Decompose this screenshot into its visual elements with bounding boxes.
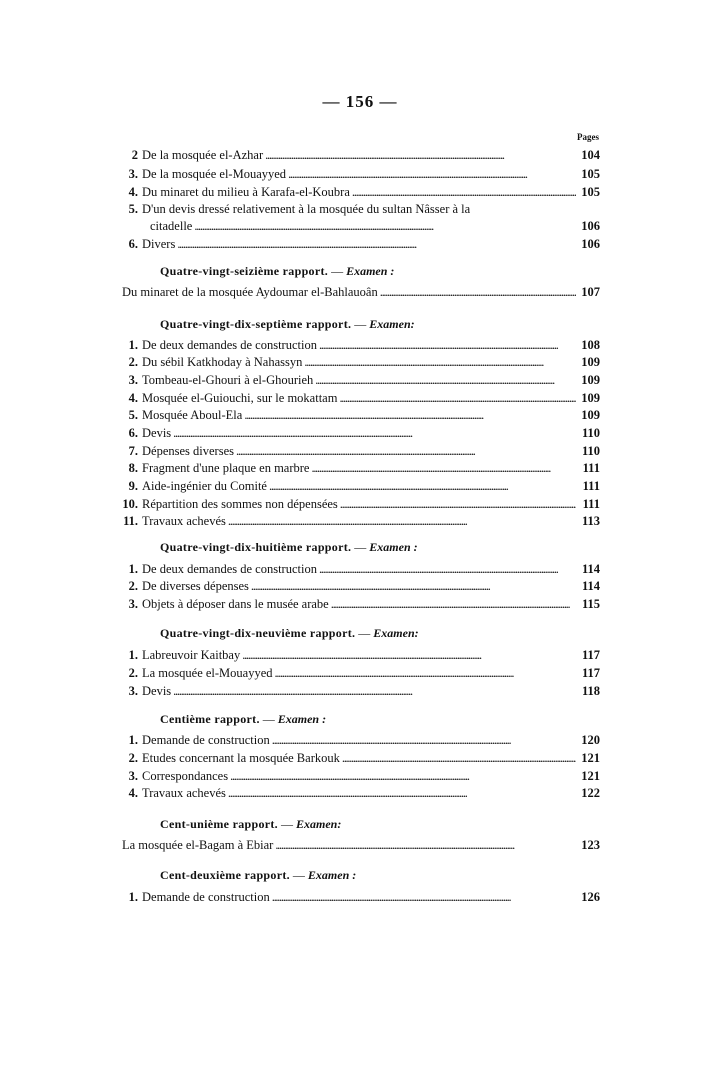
entry-number: 6. bbox=[128, 426, 138, 440]
entry-number: 1. bbox=[128, 562, 138, 576]
entry-number: 4. bbox=[128, 786, 138, 800]
dot-leader bbox=[272, 731, 576, 749]
dot-leader bbox=[272, 888, 576, 906]
entry-number: 1. bbox=[128, 648, 138, 662]
entry-title: Travaux achevés bbox=[142, 514, 226, 528]
toc-entry bbox=[110, 477, 600, 495]
dot-leader bbox=[173, 424, 576, 442]
heading-examen: Examen : bbox=[369, 540, 418, 554]
entry-page: 114 bbox=[581, 579, 600, 593]
entry-number: 2. bbox=[128, 751, 138, 765]
entry-number: 8. bbox=[128, 461, 138, 475]
dot-leader bbox=[228, 512, 576, 530]
report-heading bbox=[160, 866, 356, 884]
dot-leader bbox=[230, 767, 576, 785]
dot-leader bbox=[352, 183, 576, 201]
toc-entry bbox=[110, 353, 600, 371]
entry-page: 111 bbox=[582, 497, 600, 511]
toc-entry bbox=[110, 459, 600, 477]
entry-number: 4. bbox=[128, 391, 138, 405]
entry-page: 126 bbox=[581, 890, 600, 904]
entry-title: De la mosquée el-Azhar bbox=[142, 148, 264, 162]
entry-page: 106 bbox=[581, 219, 600, 233]
entry-page: 122 bbox=[581, 786, 600, 800]
toc-entry bbox=[110, 888, 600, 906]
entry-number: 3. bbox=[128, 597, 138, 611]
entry-title: De deux demandes de construction bbox=[142, 562, 317, 576]
heading-dash: — bbox=[355, 626, 374, 640]
toc-entry bbox=[110, 389, 600, 407]
toc-entry bbox=[118, 836, 600, 854]
dot-leader bbox=[331, 595, 576, 613]
toc-entry bbox=[110, 646, 600, 664]
entry-title: Mosquée Aboul-Ela bbox=[142, 408, 243, 422]
report-title: Centième rapport. bbox=[160, 712, 260, 726]
entry-title: Du minaret de la mosquée Aydoumar el-Bahlauoân bbox=[122, 285, 378, 299]
heading-dash: — bbox=[351, 317, 370, 331]
dot-leader bbox=[311, 459, 576, 477]
heading-dash: — bbox=[289, 868, 308, 882]
entry-page: 111 bbox=[582, 479, 600, 493]
dot-leader bbox=[339, 389, 576, 407]
dot-leader bbox=[315, 371, 576, 389]
entry-title: D'un devis dressé relativement à la mosquée du sultan Nâsser à la bbox=[142, 202, 471, 216]
report-heading bbox=[160, 315, 415, 333]
entry-number: 3. bbox=[128, 167, 138, 181]
entry-number: 4. bbox=[128, 185, 138, 199]
entry-page: 105 bbox=[581, 167, 600, 181]
entry-title: La mosquée el-Mouayyed bbox=[142, 666, 273, 680]
entry-number: 9. bbox=[128, 479, 138, 493]
entry-number: 2. bbox=[128, 579, 138, 593]
report-heading bbox=[160, 538, 418, 556]
report-heading bbox=[160, 710, 326, 728]
entry-title: Travaux achevés bbox=[142, 786, 226, 800]
entry-title: Répartition des sommes non dépensées bbox=[142, 497, 338, 511]
entry-page: 104 bbox=[581, 148, 600, 162]
dot-leader bbox=[304, 353, 576, 371]
entry-title: Du minaret du milieu à Karafa-el-Koubra bbox=[142, 185, 350, 199]
entry-page: 117 bbox=[581, 666, 600, 680]
toc-entry bbox=[110, 784, 600, 802]
toc-entry bbox=[110, 595, 600, 613]
entry-page: 109 bbox=[581, 355, 600, 369]
toc-entry bbox=[146, 217, 600, 235]
dot-leader bbox=[319, 560, 576, 578]
entry-number: 2. bbox=[128, 355, 138, 369]
toc-entry bbox=[110, 495, 600, 513]
entry-page: 123 bbox=[581, 838, 600, 852]
dot-leader bbox=[269, 477, 576, 495]
entry-number: 2. bbox=[128, 666, 138, 680]
report-title: Quatre-vingt-seizième rapport. bbox=[160, 264, 329, 278]
toc-entry bbox=[110, 682, 600, 700]
report-heading bbox=[160, 815, 341, 833]
entry-title: De la mosquée el-Mouayyed bbox=[142, 167, 287, 181]
entry-title: La mosquée el-Bagam à Ebiar bbox=[122, 838, 274, 852]
entry-page: 106 bbox=[581, 237, 600, 251]
heading-dash: — bbox=[328, 264, 347, 278]
heading-examen: Examen : bbox=[277, 712, 327, 726]
dot-leader bbox=[380, 283, 576, 301]
entry-number: 3. bbox=[128, 769, 138, 783]
dot-leader bbox=[342, 749, 576, 767]
entry-title: Etudes concernant la mosquée Barkouk bbox=[142, 751, 340, 765]
report-title: Quatre-vingt-dix-neuvième rapport. bbox=[160, 626, 356, 640]
dot-leader bbox=[244, 406, 576, 424]
entry-title: Fragment d'une plaque en marbre bbox=[142, 461, 310, 475]
entry-number: 11. bbox=[123, 514, 138, 528]
entry-page: 117 bbox=[581, 648, 600, 662]
entry-page: 114 bbox=[581, 562, 600, 576]
report-heading bbox=[160, 262, 394, 280]
entry-number: 1. bbox=[128, 338, 138, 352]
toc-entry bbox=[110, 560, 600, 578]
heading-examen: Examen: bbox=[373, 626, 419, 640]
page-number: — 156 — bbox=[322, 92, 398, 111]
toc-entry bbox=[118, 283, 600, 301]
entry-page: 118 bbox=[581, 684, 600, 698]
entry-page: 110 bbox=[581, 426, 600, 440]
heading-examen: Examen : bbox=[307, 868, 357, 882]
report-title: Quatre-vingt-dix-septième rapport. bbox=[160, 317, 352, 331]
dot-leader bbox=[288, 165, 576, 183]
dot-leader bbox=[228, 784, 576, 802]
entry-number: 10. bbox=[122, 497, 138, 511]
entry-title: Correspondances bbox=[142, 769, 229, 783]
entry-page: 109 bbox=[581, 391, 600, 405]
toc-entry bbox=[110, 749, 600, 767]
entry-page: 108 bbox=[581, 338, 600, 352]
toc-entry bbox=[110, 512, 600, 530]
entry-title: Labreuvoir Kaitbay bbox=[142, 648, 241, 662]
entry-number: 1. bbox=[128, 890, 138, 904]
entry-number: 7. bbox=[128, 444, 138, 458]
entry-number: 3. bbox=[128, 684, 138, 698]
entry-title: Devis bbox=[142, 684, 172, 698]
toc-entry bbox=[110, 183, 600, 201]
entry-title: citadelle bbox=[150, 219, 193, 233]
dot-leader bbox=[236, 442, 576, 460]
entry-number: 3. bbox=[128, 373, 138, 387]
entry-number: 5. bbox=[128, 202, 138, 216]
dot-leader bbox=[177, 235, 576, 253]
entry-title: Demande de construction bbox=[142, 890, 270, 904]
entry-title: Aide-ingénier du Comité bbox=[142, 479, 267, 493]
entry-title: De deux demandes de construction bbox=[142, 338, 317, 352]
entry-page: 105 bbox=[581, 185, 600, 199]
pages-column-label: Pages bbox=[577, 132, 599, 142]
heading-dash: — bbox=[277, 817, 296, 831]
entry-page: 121 bbox=[581, 769, 600, 783]
entry-title: De diverses dépenses bbox=[142, 579, 249, 593]
report-title: Quatre-vingt-dix-huitième rapport. bbox=[160, 540, 352, 554]
toc-entry bbox=[110, 442, 600, 460]
heading-examen: Examen: bbox=[295, 817, 342, 831]
entry-title: Dépenses diverses bbox=[142, 444, 234, 458]
entry-number: 2 bbox=[131, 148, 138, 162]
toc-entry bbox=[110, 165, 600, 183]
entry-title: Mosquée el-Guiouchi, sur le mokattam bbox=[142, 391, 338, 405]
entry-number: 1. bbox=[128, 733, 138, 747]
entry-title: Du sébil Katkhoday à Nahassyn bbox=[142, 355, 303, 369]
entry-title: Tombeau-el-Ghouri à el-Ghourieh bbox=[142, 373, 314, 387]
entry-title: Divers bbox=[142, 237, 176, 251]
report-title: Cent-deuxième rapport. bbox=[160, 868, 290, 882]
toc-entry bbox=[110, 336, 600, 354]
entry-page: 107 bbox=[581, 285, 600, 299]
entry-number: 5. bbox=[128, 408, 138, 422]
entry-title: Devis bbox=[142, 426, 172, 440]
toc-entry bbox=[110, 424, 600, 442]
heading-dash: — bbox=[259, 712, 278, 726]
dot-leader bbox=[242, 646, 576, 664]
entry-page: 111 bbox=[582, 461, 600, 475]
report-heading bbox=[160, 624, 419, 642]
entry-page: 110 bbox=[581, 444, 600, 458]
report-title: Cent-unième rapport. bbox=[160, 817, 278, 831]
heading-dash: — bbox=[351, 540, 370, 554]
toc-entry bbox=[110, 146, 600, 164]
toc-entry bbox=[110, 664, 600, 682]
dot-leader bbox=[265, 146, 576, 164]
toc-entry bbox=[110, 371, 600, 389]
dot-leader bbox=[275, 836, 576, 854]
toc-entry bbox=[110, 577, 600, 595]
dot-leader bbox=[319, 336, 576, 354]
heading-examen: Examen : bbox=[346, 264, 395, 278]
dot-leader bbox=[173, 682, 576, 700]
toc-entry bbox=[110, 767, 600, 785]
entry-page: 115 bbox=[581, 597, 600, 611]
dot-leader bbox=[275, 664, 576, 682]
entry-page: 109 bbox=[581, 373, 600, 387]
entry-page: 109 bbox=[581, 408, 600, 422]
toc-entry bbox=[110, 731, 600, 749]
entry-page: 121 bbox=[581, 751, 600, 765]
entry-title: Demande de construction bbox=[142, 733, 270, 747]
dot-leader bbox=[194, 217, 576, 235]
dot-leader bbox=[340, 495, 576, 513]
dot-leader bbox=[251, 577, 576, 595]
entry-page: 120 bbox=[581, 733, 600, 747]
toc-entry bbox=[110, 406, 600, 424]
entry-number: 6. bbox=[128, 237, 138, 251]
toc-entry bbox=[110, 200, 600, 218]
toc-entry bbox=[110, 235, 600, 253]
entry-page: 113 bbox=[581, 514, 600, 528]
heading-examen: Examen: bbox=[369, 317, 415, 331]
entry-title: Objets à déposer dans le musée arabe bbox=[142, 597, 329, 611]
